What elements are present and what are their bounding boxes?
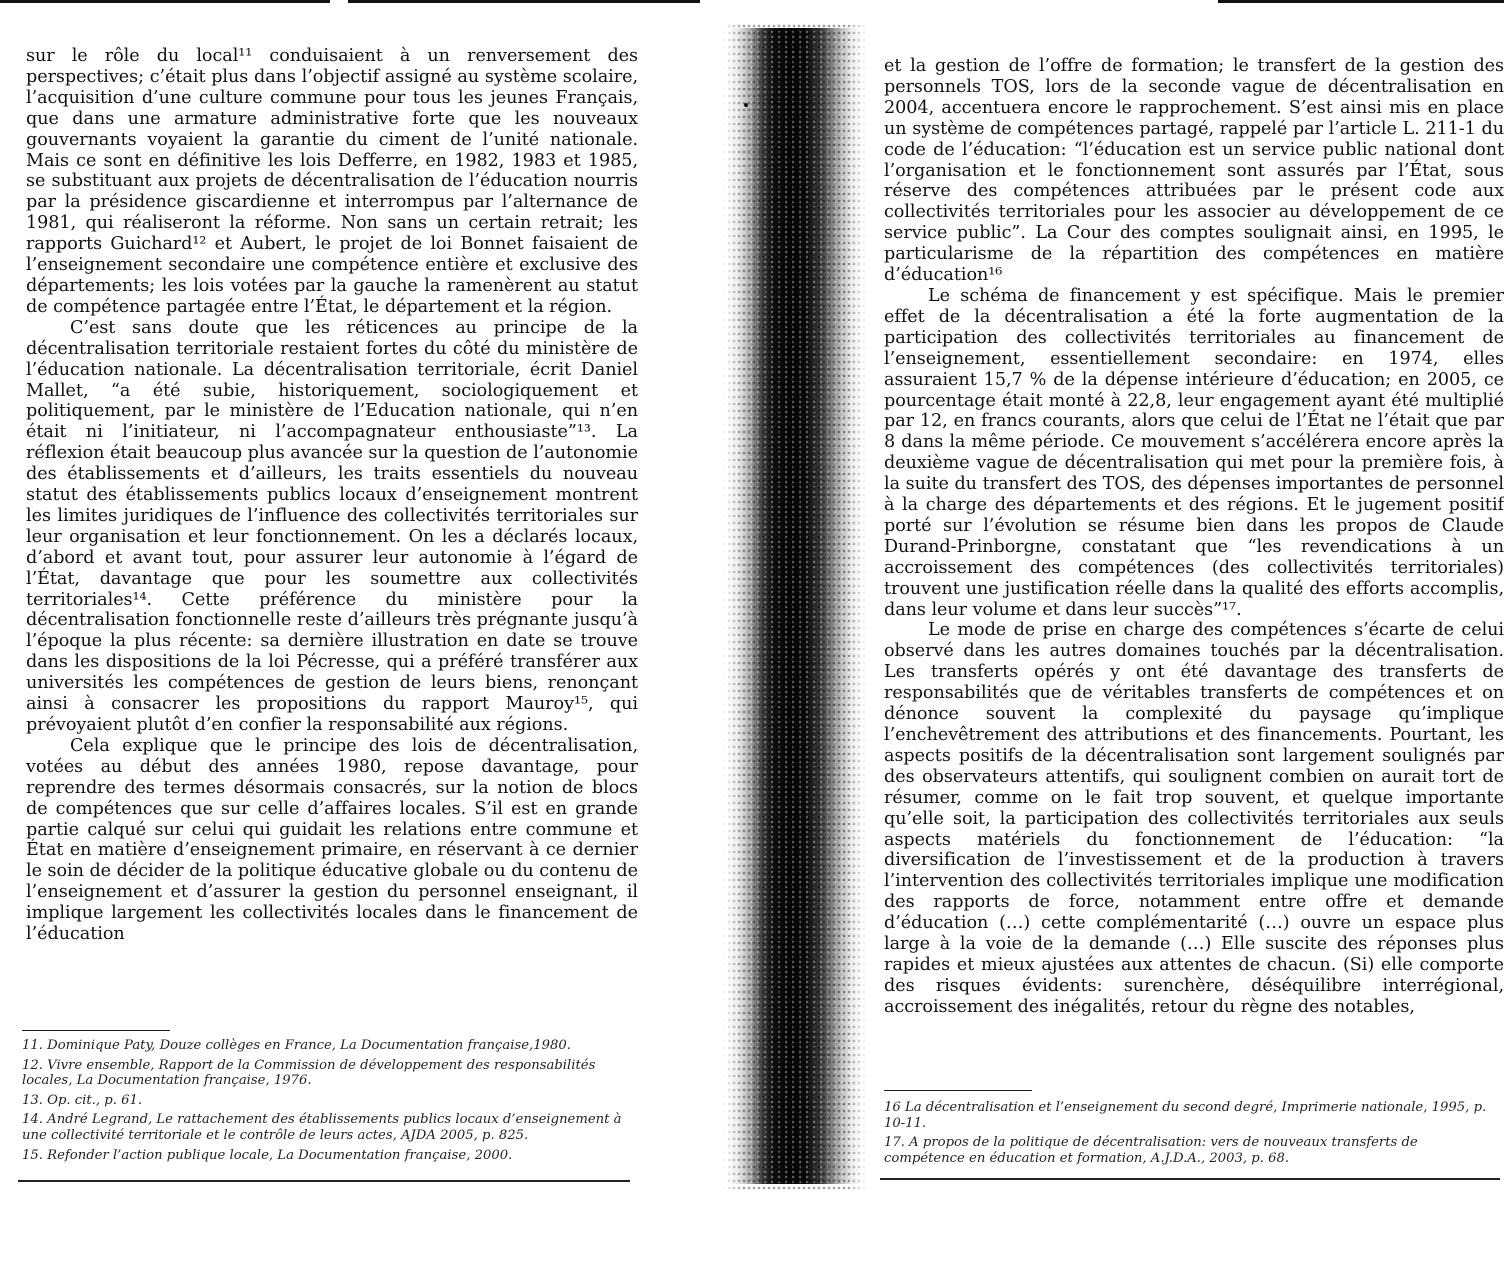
- footnote: 15. Refonder l’action publique locale, La Documentation française, 2000.: [22, 1147, 513, 1163]
- footnote: 12. Vivre ensemble, Rapport de la Commission de développement des responsabilités locales, La Documentation française, 1976.: [22, 1057, 596, 1089]
- paragraph: et la gestion de l’offre de formation; le transfert de la gestion des personnels TOS, lors de la seconde vague de décentralisation en 2004, accentuera encore le rapprochement. S’est ainsi mis en place un système de compétences partagé, rappelé par l’article L. 211-1 du code de l’éducation: “l’éducation est un service public national dont l’organisation et le fonctionnement sont assurés par l’État, sous réserve des compétences attribuées par le présent code aux collectivités territoriales pour les associer au développement de ce service public”. La Cour des comptes soulignait ainsi, en 1995, le particularisme de la répartition des compétences en matière d’éducation¹⁶: [884, 56, 1504, 286]
- top-rule: [1218, 0, 1504, 3]
- right-page: [860, 0, 1504, 1264]
- footnote: 14. André Legrand, Le rattachement des établissements publics locaux d’enseignement à une collectivité territoriale et le contrôle de leurs actes, AJDA 2005, p. 825.: [22, 1112, 622, 1143]
- footnote: 16 La décentralisation et l’enseignement du second degré, Imprimerie nationale, 1995, p. 10-11.: [884, 1100, 1487, 1131]
- footnote: 11. Dominique Paty, Douze collèges en France, La Documentation française,1980.: [22, 1038, 571, 1053]
- scan-speck: [744, 103, 748, 107]
- paragraph: Le schéma de financement y est spécifique. Mais le premier effet de la décentralisation a été la forte augmentation de la participation des collectivités territoriales au financement de l’enseignement, essentiellement secondaire: en 1974, elles assuraient 15,7 % de la dépense intérieure d’éducation; en 2005, ce pourcentage était monté à 22,8, leur engagement ayant été multiplié par 12, en francs courants, alors que celui de l’État ne l’était que par 8 dans la même période. Ce mouvement s’accélérera encore après la deuxième vague de décentralisation qui met pour la première fois, à la suite du transfert des TOS, des dépenses importantes de personnel à la charge des départements et des régions. Et le jugement positif porté sur l’évolution se résume bien dans les propos de Claude Durand-Prinborgne, constatant que “les revendications à un accroissement des compétences (des collectivités territoriales) trouvent une justification réelle dans la qualité des efforts accomplis, dans leur volume et dans leur succès”¹⁷.: [884, 285, 1504, 620]
- gutter-noise: [722, 24, 868, 1190]
- bottom-rule: [18, 1180, 630, 1182]
- footnote-separator: [22, 1030, 170, 1031]
- right-footnotes: [884, 1100, 1502, 1170]
- paragraph: Le mode de prise en charge des compétences s’écarte de celui observé dans les autres domaines touchés par la décentralisation. Les transferts opérés y ont été davantage des transferts de responsabilités que de véritables transferts de compétences et on dénonce souvent la complexité du paysage qu’implique l’enchevêtrement des attributions et des financements. Pourtant, les aspects positifs de la décentralisation sont largement soulignés par des observateurs attentifs, qui soulignent combien on aurait tort de résumer, comme on le fait trop souvent, et quelque importante qu’elle soit, la participation des collectivités territoriales aux seuls aspects matériels du fonctionnement de l’éducation: “la diversification de l’investissement et de la production à travers l’intervention des collectivités territoriales implique une modification des rapports de force, notamment entre offre et demande d’éducation (…) cette complémentarité (…) ouvre un espace plus large à la voie de la demande (…) Elle suscite des réponses plus rapides et mieux ajustées aux attentes de chacun. (Si) elle comporte des risques évidents: surenchère, déséquilibre interrégional, accroissement des inégalités, retour du règne des notables,: [884, 620, 1504, 1017]
- footnote: 13. Op. cit., p. 61.: [22, 1092, 143, 1108]
- bottom-rule: [880, 1178, 1500, 1180]
- footnote-separator: [884, 1090, 1032, 1091]
- top-rule: [348, 0, 700, 3]
- top-rule: [0, 0, 330, 3]
- left-page: [0, 0, 700, 1264]
- paragraph: C’est sans doute que les réticences au principe de la décentralisation territoriale restaient fortes du côté du ministère de l’éducation nationale. La décentralisation territoriale, écrit Daniel Mallet, “a été subie, historiquement, sociologiquement et politiquement, par le ministère de l’Education nationale, qui n’en était ni l’initiateur, ni l’accompagnateur enthousiaste”¹³. La réflexion était beaucoup plus avancée sur la question de l’autonomie des établissements et d’ailleurs, les traits essentiels du nouveau statut des établissements publics locaux d’enseignement montrent les limites juridiques de l’influence des collectivités territoriales sur leur organisation et leur fonctionnement. On les a déclarés locaux, d’abord et avant tout, pour assurer leur autonomie à l’égard de l’État, davantage que pour les soumettre aux collectivités territoriales¹⁴. Cette préférence du ministère pour la décentralisation fonctionnelle reste d’ailleurs très prégnante jusqu’à l’époque la plus récente: sa dernière illustration en date se trouve dans les dispositions de la loi Pécresse, qui a préféré transférer aux universités les compétences de gestion de leurs biens, renonçant ainsi à consacrer les propositions du rapport Mauroy¹⁵, qui prévoyaient plutôt d’en confier la responsabilité aux régions.: [26, 317, 638, 735]
- paragraph: Cela explique que le principe des lois de décentralisation, votées au début des années 1980, repose davantage, pour reprendre des termes désormais consacrés, sur la notion de blocs de compétences que sur celle d’affaires locales. S’il est en grande partie calqué sur celui qui guidait les relations entre commune et État en matière d’enseignement primaire, en réservant à ce dernier le soin de décider de la politique éducative globale ou du contenu de l’enseignement et d’assurer la gestion du personnel enseignant, il implique largement les collectivités locales dans le financement de l’éducation: [26, 735, 638, 945]
- footnote: 17. A propos de la politique de décentralisation: vers de nouveaux transferts de compétence en éducation et formation, A.J.D.A., 2003, p. 68.: [884, 1135, 1418, 1166]
- paragraph: sur le rôle du local¹¹ conduisaient à un renversement des perspectives; c’était plus dans l’objectif assigné au système scolaire, l’acquisition d’une culture commune pour tous les jeunes Français, que dans une armature administrative forte que les nouveaux gouvernants voyaient la garantie du ciment de l’unité nationale. Mais ce sont en définitive les lois Defferre, en 1982, 1983 et 1985, se substituant aux projets de décentralisation de l’éducation nourris par la présidence giscardienne et interrompus par l’alternance de 1981, qui réaliseront la réforme. Non sans un certain retrait; les rapports Guichard¹² et Aubert, le projet de loi Bonnet faisaient de l’enseignement secondaire une compétence entière et exclusive des départements; les lois votées par la gauche la ramenèrent au statut de compétence partagée entre l’État, le département et la région.: [26, 46, 638, 317]
- left-footnotes: [22, 1038, 634, 1167]
- left-body-text: [26, 46, 638, 945]
- right-body-text: [884, 56, 1504, 1018]
